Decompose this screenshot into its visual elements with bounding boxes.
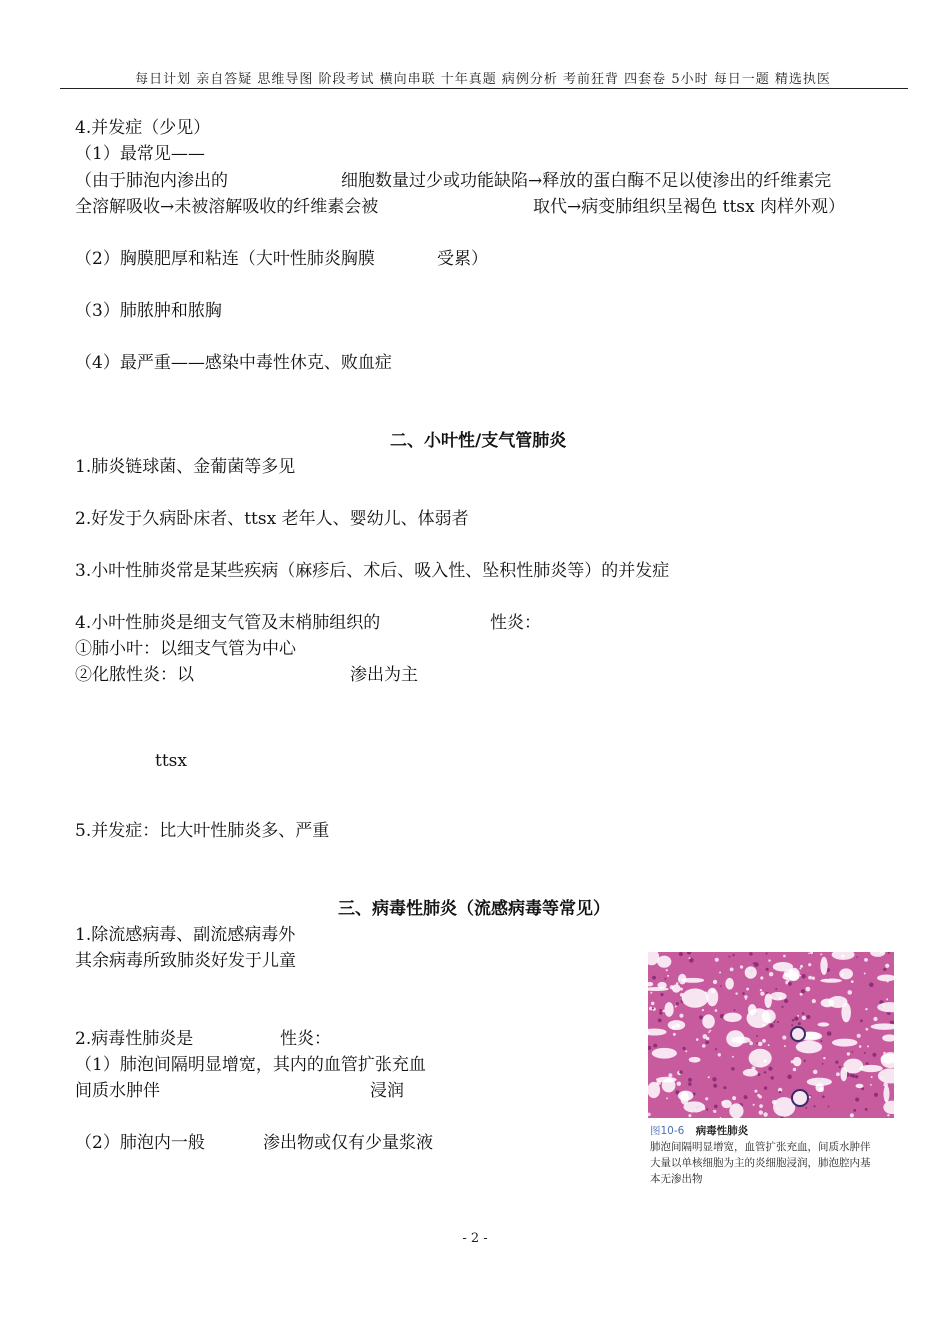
text-line: ttsx <box>155 751 187 771</box>
text-line: 渗出为主 <box>350 665 418 685</box>
text-line: （由于肺泡内渗出的 <box>75 171 228 191</box>
text-line: 2.病毒性肺炎是 <box>75 1029 194 1049</box>
text-line: 1.除流感病毒、副流感病毒外 <box>75 925 296 945</box>
histology-image-drawing <box>648 952 894 1118</box>
text-line: 其余病毒所致肺炎好发于儿童 <box>75 951 296 971</box>
text-line: 取代→病变肺组织呈褐色 ttsx 肉样外观） <box>533 197 846 217</box>
text-line: （1）最常见—— <box>75 144 205 164</box>
text-line: （2）肺泡内一般 <box>75 1133 205 1153</box>
section-heading: 三、病毒性肺炎（流感病毒等常见） <box>338 899 610 919</box>
section-heading: 二、小叶性/支气管肺炎 <box>390 431 567 451</box>
text-line: 全溶解吸收→未被溶解吸收的纤维素会被 <box>75 197 379 217</box>
text-line: 间质水肿伴 <box>75 1081 160 1101</box>
figure-number: 图10-6 <box>650 1125 685 1137</box>
text-line: （3）肺脓肿和脓胸 <box>75 301 222 321</box>
figure-caption-line: 本无渗出物 <box>650 1173 703 1185</box>
text-line: 性炎： <box>280 1029 331 1049</box>
text-line: （2）胸膜肥厚和粘连（大叶性肺炎胸膜 <box>75 249 375 269</box>
figure-caption-line: 大量以单核细胞为主的炎细胞浸润，肺泡腔内基 <box>650 1157 871 1169</box>
text-line: 渗出物或仅有少量浆液 <box>263 1133 433 1153</box>
text-line: （1）肺泡间隔明显增宽，其内的血管扩张充血 <box>75 1055 426 1075</box>
figure-caption-line: 肺泡间隔明显增宽，血管扩张充血，间质水肿伴 <box>650 1141 871 1153</box>
text-line: 4.小叶性肺炎是细支气管及末梢肺组织的 <box>75 613 381 633</box>
text-line: 2.好发于久病卧床者、ttsx 老年人、婴幼儿、体弱者 <box>75 509 469 529</box>
text-line: 浸润 <box>370 1081 404 1101</box>
text-line: 1.肺炎链球菌、金葡菌等多见 <box>75 457 296 477</box>
text-line: 5.并发症：比大叶性肺炎多、严重 <box>75 821 330 841</box>
figure-title: 病毒性肺炎 <box>695 1125 749 1137</box>
text-line: ①肺小叶：以细支气管为中心 <box>75 639 296 659</box>
page-header: 每日计划 亲自答疑 思维导图 阶段考试 横向串联 十年真题 病例分析 考前狂背 四套卷 5小时 每日一题 精选执医 <box>135 72 831 87</box>
histology-image <box>648 952 894 1118</box>
text-line: 受累） <box>437 249 488 269</box>
text-line: 3.小叶性肺炎常是某些疾病（麻疹后、术后、吸入性、坠积性肺炎等）的并发症 <box>75 561 670 581</box>
page-number: - 2 - <box>462 1231 488 1246</box>
text-line: （4）最严重——感染中毒性休克、败血症 <box>75 353 392 373</box>
header-divider <box>60 88 908 89</box>
text-line: 性炎： <box>490 613 541 633</box>
text-line: 4.并发症（少见） <box>75 118 211 138</box>
text-line: 细胞数量过少或功能缺陷→释放的蛋白酶不足以使渗出的纤维素完 <box>341 171 832 191</box>
text-line: ②化脓性炎：以 <box>75 665 194 685</box>
figure-caption-title <box>650 1124 748 1139</box>
